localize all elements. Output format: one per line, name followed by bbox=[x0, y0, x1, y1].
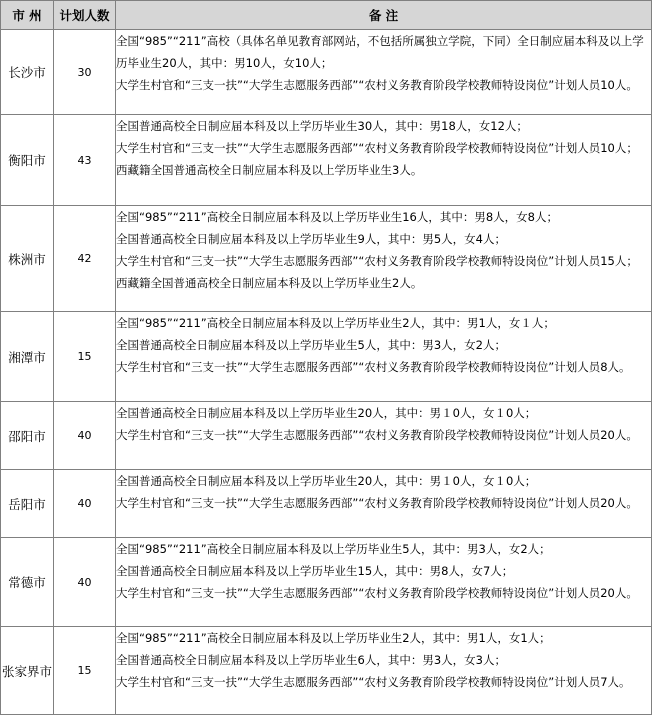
note-line: 大学生村官和“三支一扶”“大学生志愿服务西部”“农村义务教育阶段学校教师特设岗位”计划人员15人； bbox=[116, 254, 638, 268]
count-cell: 43 bbox=[54, 115, 116, 206]
table-row bbox=[1, 115, 652, 206]
count-cell: 15 bbox=[54, 627, 116, 715]
note-line: 全国“985”“211”高校全日制应届本科及以上学历毕业生5人，其中：男3人，女2人； bbox=[116, 542, 551, 556]
city-cell: 邵阳市 bbox=[1, 402, 54, 470]
count-cell: 40 bbox=[54, 538, 116, 627]
note-line: 全国“985”“211”高校全日制应届本科及以上学历毕业生2人，其中：男1人，女1人； bbox=[116, 631, 551, 645]
header-city: 市 州 bbox=[1, 1, 54, 30]
city-cell: 衡阳市 bbox=[1, 115, 54, 206]
note-cell bbox=[116, 402, 652, 470]
note-line: 全国普通高校全日制应届本科及以上学历毕业生5人，其中：男3人，女2人； bbox=[116, 338, 506, 352]
note-line: 全国“985”“211”高校（具体名单见教育部网站，不包括所属独立学院，下同）全日制应届本科及以上学历毕业生20人，其中：男10人，女10人； bbox=[116, 34, 644, 70]
note-cell bbox=[116, 30, 652, 115]
note-line: 大学生村官和“三支一扶”“大学生志愿服务西部”“农村义务教育阶段学校教师特设岗位”计划人员10人。 bbox=[116, 78, 638, 92]
city-cell: 张家界市 bbox=[1, 627, 54, 715]
note-cell bbox=[116, 470, 652, 538]
header-count: 计划人数 bbox=[54, 1, 116, 30]
note-line: 大学生村官和“三支一扶”“大学生志愿服务西部”“农村义务教育阶段学校教师特设岗位”计划人员10人； bbox=[116, 141, 638, 155]
city-cell: 长沙市 bbox=[1, 30, 54, 115]
note-line: 全国普通高校全日制应届本科及以上学历毕业生9人，其中：男5人，女4人； bbox=[116, 232, 506, 246]
city-cell: 湘潭市 bbox=[1, 312, 54, 402]
note-cell bbox=[116, 627, 652, 715]
count-cell: 30 bbox=[54, 30, 116, 115]
note-cell bbox=[116, 538, 652, 627]
table-row bbox=[1, 206, 652, 312]
city-cell: 株洲市 bbox=[1, 206, 54, 312]
table-row bbox=[1, 538, 652, 627]
note-line: 全国普通高校全日制应届本科及以上学历毕业生30人，其中：男18人，女12人； bbox=[116, 119, 528, 133]
header-row bbox=[1, 1, 652, 30]
note-line: 大学生村官和“三支一扶”“大学生志愿服务西部”“农村义务教育阶段学校教师特设岗位”计划人员20人。 bbox=[116, 586, 638, 600]
note-line: 全国普通高校全日制应届本科及以上学历毕业生20人，其中：男１0人，女１0人； bbox=[116, 406, 537, 420]
count-cell: 42 bbox=[54, 206, 116, 312]
note-line: 大学生村官和“三支一扶”“大学生志愿服务西部”“农村义务教育阶段学校教师特设岗位”计划人员20人。 bbox=[116, 496, 638, 510]
table-row bbox=[1, 470, 652, 538]
note-line: 全国普通高校全日制应届本科及以上学历毕业生15人，其中：男8人，女7人； bbox=[116, 564, 514, 578]
city-cell: 岳阳市 bbox=[1, 470, 54, 538]
note-line: 大学生村官和“三支一扶”“大学生志愿服务西部”“农村义务教育阶段学校教师特设岗位”计划人员8人。 bbox=[116, 360, 631, 374]
note-line: 全国普通高校全日制应届本科及以上学历毕业生20人，其中：男１0人，女１0人； bbox=[116, 474, 537, 488]
table-row bbox=[1, 627, 652, 715]
note-line: 全国“985”“211”高校全日制应届本科及以上学历毕业生2人，其中：男1人，女１人； bbox=[116, 316, 555, 330]
count-cell: 15 bbox=[54, 312, 116, 402]
table-row bbox=[1, 402, 652, 470]
note-line: 西藏籍全国普通高校全日制应届本科及以上学历毕业生3人。 bbox=[116, 163, 423, 177]
note-cell bbox=[116, 115, 652, 206]
note-line: 大学生村官和“三支一扶”“大学生志愿服务西部”“农村义务教育阶段学校教师特设岗位”计划人员20人。 bbox=[116, 428, 638, 442]
note-line: 全国“985”“211”高校全日制应届本科及以上学历毕业生16人，其中：男8人，女8人； bbox=[116, 210, 558, 224]
count-cell: 40 bbox=[54, 402, 116, 470]
note-line: 大学生村官和“三支一扶”“大学生志愿服务西部”“农村义务教育阶段学校教师特设岗位”计划人员7人。 bbox=[116, 675, 631, 689]
note-line: 全国普通高校全日制应届本科及以上学历毕业生6人，其中：男3人，女3人； bbox=[116, 653, 506, 667]
count-cell: 40 bbox=[54, 470, 116, 538]
note-line: 西藏籍全国普通高校全日制应届本科及以上学历毕业生2人。 bbox=[116, 276, 423, 290]
header-note: 备 注 bbox=[116, 1, 652, 30]
note-cell bbox=[116, 206, 652, 312]
city-cell: 常德市 bbox=[1, 538, 54, 627]
table-body bbox=[1, 30, 652, 715]
note-cell bbox=[116, 312, 652, 402]
table-row bbox=[1, 30, 652, 115]
table-row bbox=[1, 312, 652, 402]
